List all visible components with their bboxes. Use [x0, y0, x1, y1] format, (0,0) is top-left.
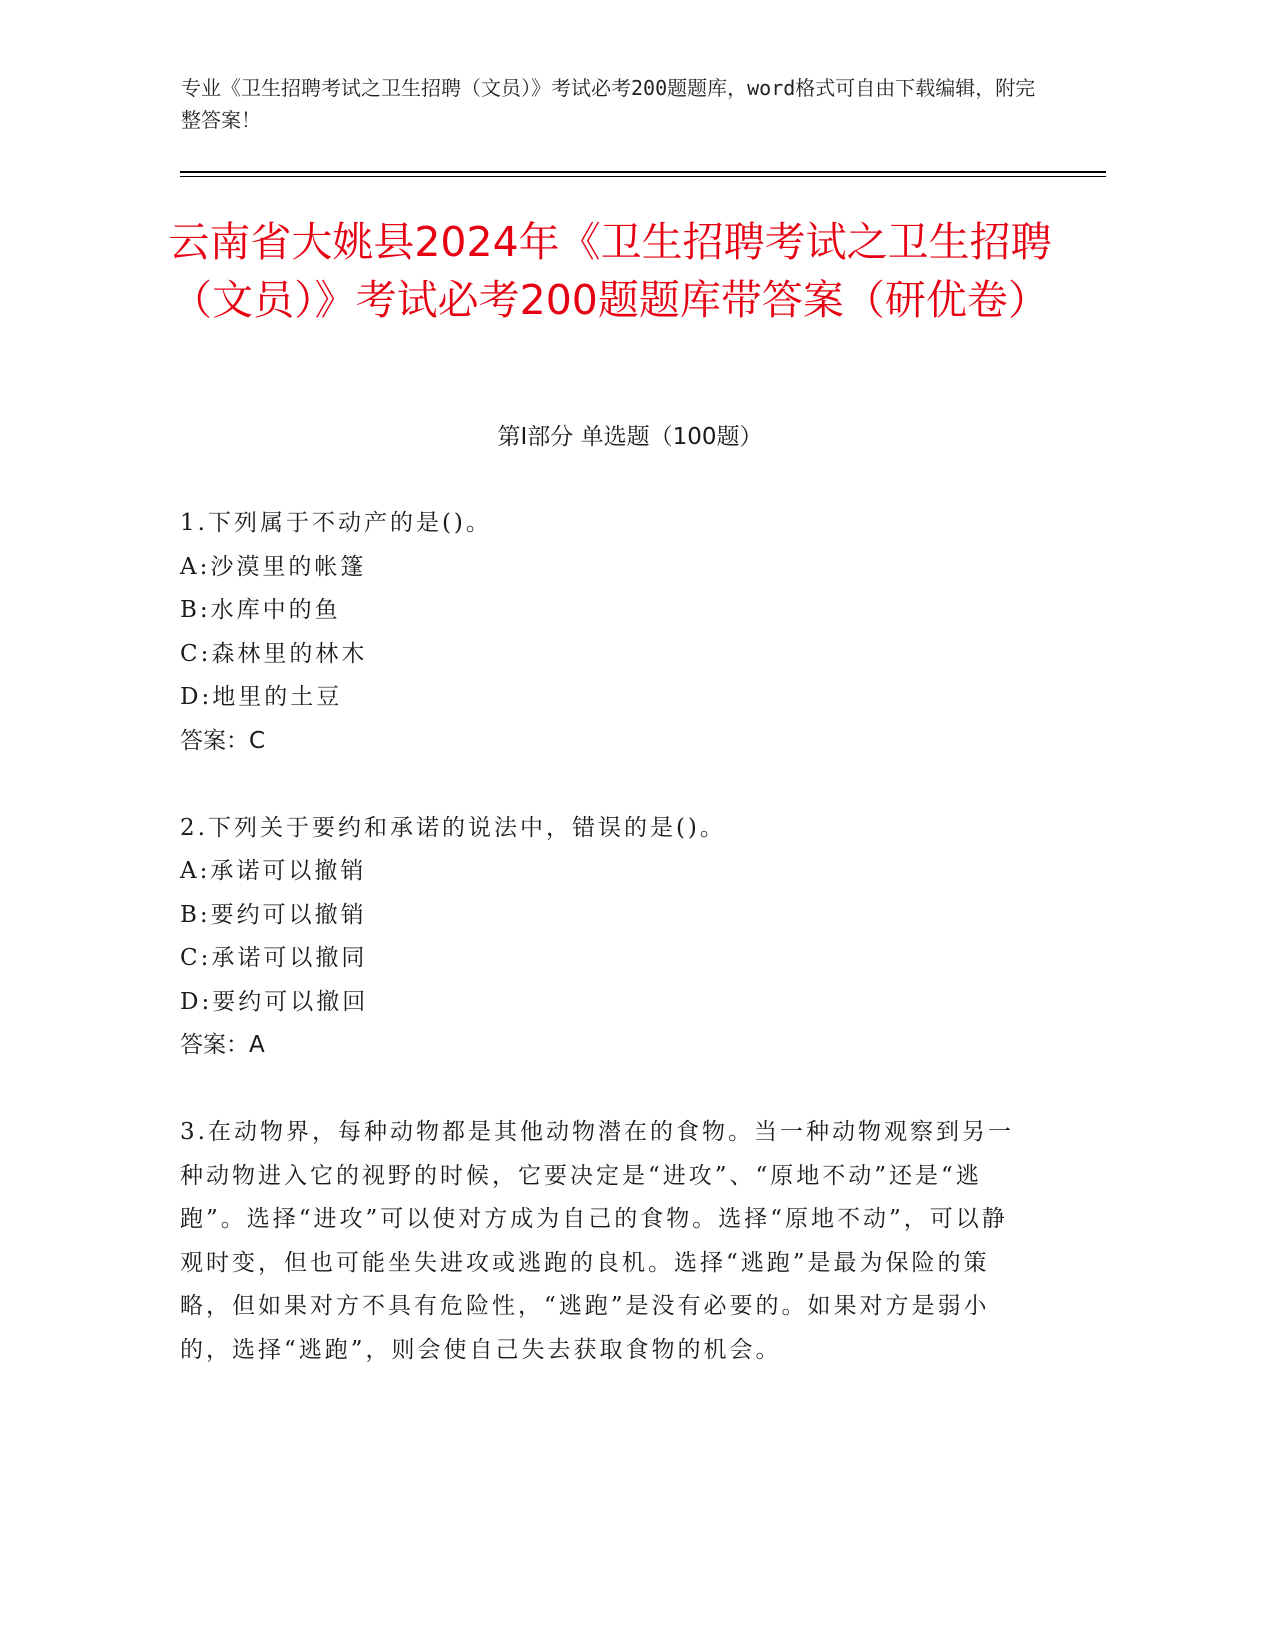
option-b: B:要约可以撤销 [180, 901, 367, 928]
question-stem: 1.下列属于不动产的是()。 [180, 510, 492, 536]
answer: 答案：C [180, 727, 266, 754]
question-stem: 3.在动物界，每种动物都是其他动物潜在的食物。当一种动物观察到另一种动物进入它的视野的时候，它要决定是“进攻”、“原地不动”还是“逃跑”。选择“进攻”可以使对方成为自己的食物。选择“原地不动”，可以静观时变，但也可能坐失进攻或逃跑的良机。选择“逃跑”是最为保险的策略，但如果对方不具有危险性，“逃跑”是没有必要的。如果对方是弱小的，选择“逃跑”，则会使自己失去获取食物的机会。 [180, 1119, 1014, 1363]
question-spacer [180, 763, 1030, 807]
question-1 [180, 502, 1030, 763]
option-a: A:承诺可以撤销 [180, 858, 367, 884]
option-d: D:要约可以撤回 [180, 988, 369, 1015]
header-divider-thick [180, 171, 1106, 173]
question-list [180, 502, 1030, 1372]
header-note: 专业《卫生招聘考试之卫生招聘（文员）》考试必考200题题库，word格式可自由下载编辑，附完整答案！ [181, 76, 1036, 132]
option-c: C:森林里的林木 [180, 640, 368, 667]
question-stem: 2.下列关于要约和承诺的说法中，错误的是()。 [180, 814, 726, 841]
option-c: C:承诺可以撤同 [180, 945, 368, 971]
header-divider-thin [180, 176, 1106, 177]
question-spacer [180, 1068, 1030, 1112]
option-a: A:沙漠里的帐篷 [180, 553, 367, 580]
answer: 答案：A [180, 1032, 265, 1058]
section-heading: 第Ⅰ部分 单选题（100题） [497, 424, 763, 450]
document-title: 云南省大姚县2024年《卫生招聘考试之卫生招聘（文员）》考试必考200题题库带答案（研优卷） [168, 218, 1052, 324]
question-2 [180, 807, 1030, 1068]
question-3 [180, 1111, 1030, 1372]
option-b: B:水库中的鱼 [180, 597, 341, 623]
option-d: D:地里的土豆 [180, 684, 343, 710]
